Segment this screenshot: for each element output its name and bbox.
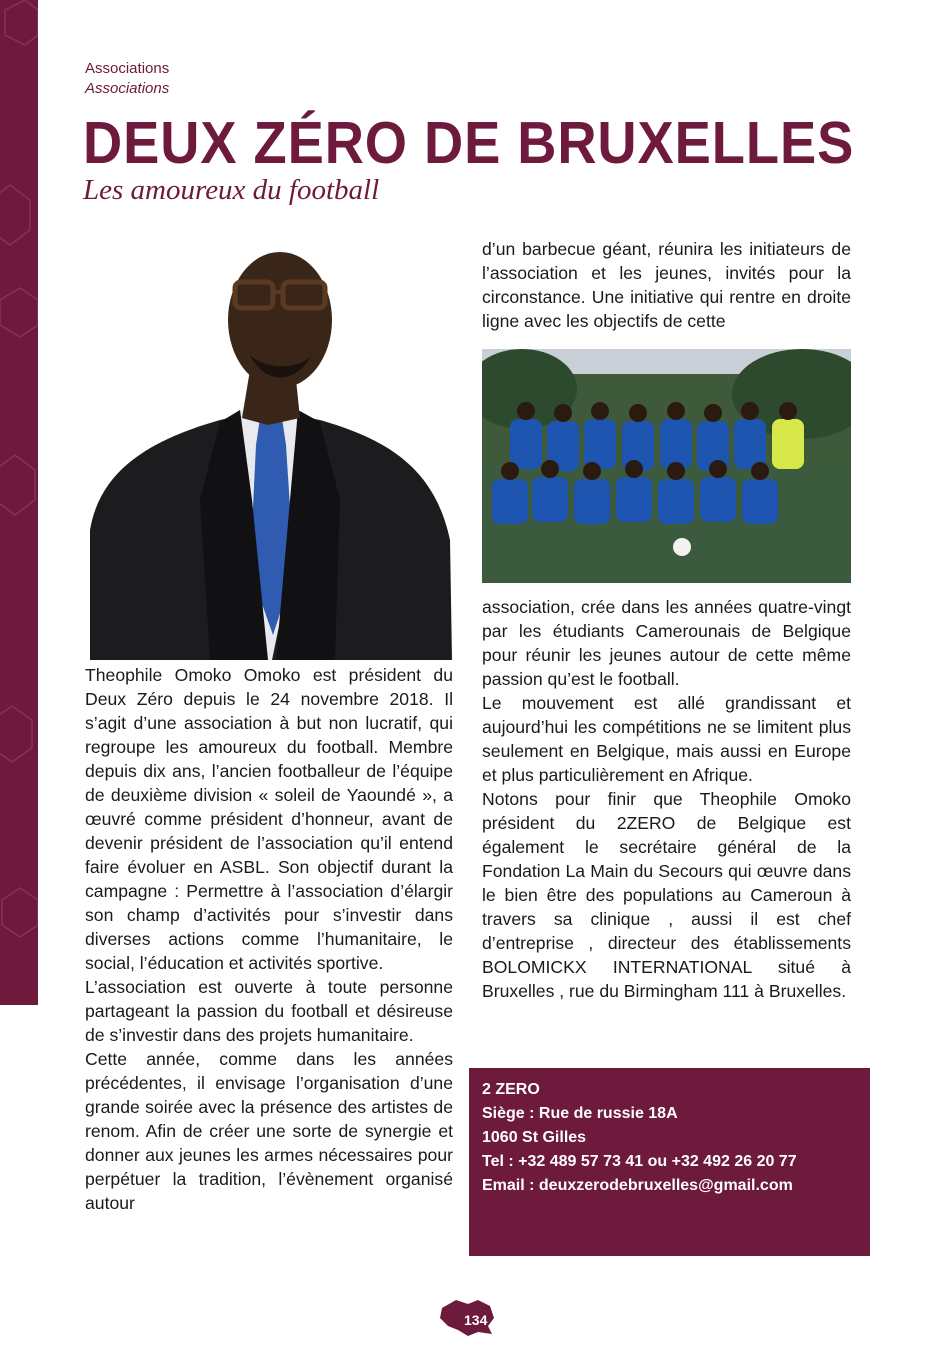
page-number [438, 1296, 498, 1336]
section-label: Associations [85, 60, 170, 77]
paragraph: d’un barbecue géant, réunira les initiateurs de l’association et les jeunes, invités pour la circonstance. Une initiative qui rentre en droite ligne avec les objectifs de cette [482, 239, 851, 331]
team-photo [482, 349, 851, 583]
portrait-photo [90, 240, 452, 660]
page-number-text: 134 [464, 1312, 488, 1328]
contact-phone: Tel : +32 489 57 73 41 ou +32 492 26 20 77 [482, 1153, 797, 1170]
paragraph: Le mouvement est allé grandissant et aujourd’hui les compétitions ne se limitent plus seulement en Belgique, mais aussi en Europe et plus particulièrement en Afrique. [482, 693, 851, 785]
body-right-top [482, 237, 851, 333]
paragraph: Cette année, comme dans les années précédentes, il envisage l’organisation d’une grande soirée avec la présence des artistes de renom. Afin de créer une sorte de synergie et donner aux jeunes les armes nécessaires pour perpétuer la tradition, l’évènement organisé autour [85, 1049, 453, 1213]
hexagon-pattern-icon [0, 0, 38, 1005]
decorative-sidebar [0, 0, 38, 1005]
paragraph: association, crée dans les années quatre-vingt par les étudiants Camerounais de Belgique pour réunir les jeunes autour de cette même passion qu’est le football. [482, 597, 851, 689]
paragraph: Theophile Omoko Omoko est président du Deux Zéro depuis le 24 novembre 2018. Il s’agit d’une association à but non lucratif, qui regroupe les amoureux du football. Membre depuis dix ans, l’ancien footballeur de l’équipe de deuxième division « soleil de Yaoundé », a œuvré comme président d’honneur, avant de devenir président de l’association qu’il entend faire évoluer en ASBL. Son objectif durant la campagne : Permettre à l’association d’élargir son champ d’activités pour s’investir dans diverses actions comme l’humanitaire, le social, l’éducation et activités sportive. [85, 665, 453, 973]
body-right-column [482, 595, 851, 1003]
body-left-column [85, 663, 453, 1215]
paragraph: Notons pour finir que Theophile Omoko président du 2ZERO de Belgique est également le secrétaire général de la Fondation La Main du Secours qui œuvre dans le bien être des populations au Cameroun à travers sa clinique , aussi il est chef d’entreprise , directeur des établissements BOLOMICKX INTERNATIONAL situé à Bruxelles , rue du Birmingham 111 à Bruxelles. [482, 789, 851, 1001]
contact-box [469, 1068, 870, 1256]
article-title: DEUX ZÉRO DE BRUXELLES [83, 110, 855, 176]
contact-address: Siège : Rue de russie 18A [482, 1105, 678, 1122]
article-subtitle: Les amoureux du football [83, 174, 380, 206]
contact-city: 1060 St Gilles [482, 1129, 587, 1146]
contact-email: Email : deuxzerodebruxelles@gmail.com [482, 1177, 793, 1194]
paragraph: L’association est ouverte à toute personne partageant la passion du football et désireuse de s’investir dans des projets humanitaire. [85, 977, 453, 1045]
section-label-italic: Associations [85, 80, 170, 97]
contact-name: 2 ZERO [482, 1081, 540, 1098]
